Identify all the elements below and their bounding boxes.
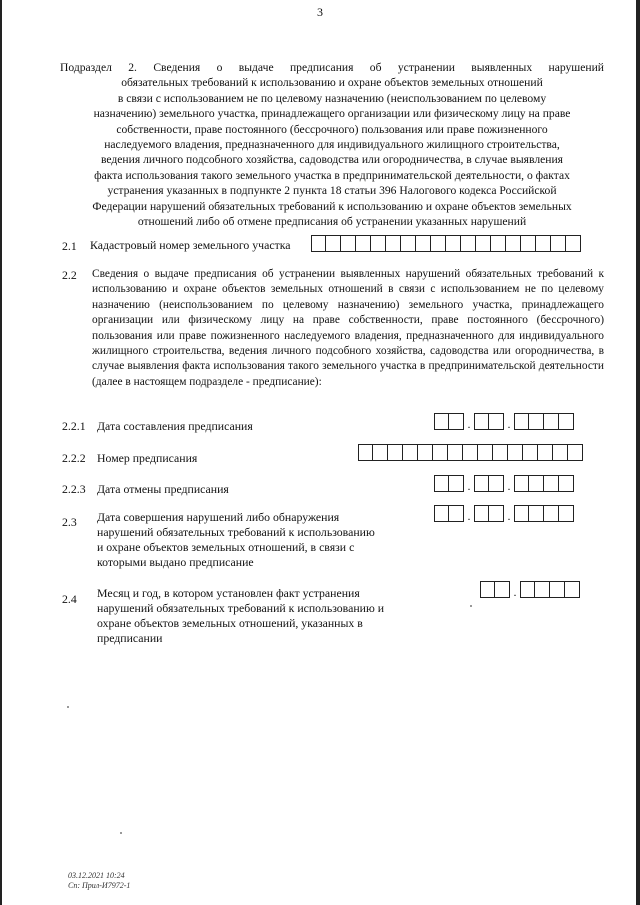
- cadastral-cell[interactable]: [431, 235, 446, 252]
- violation-date-label-line: нарушений обязательных требований к использованию: [97, 525, 375, 539]
- issue-date-year[interactable]: [514, 413, 574, 430]
- cadastral-cell[interactable]: [476, 235, 491, 252]
- cadastral-cell[interactable]: [566, 235, 581, 252]
- elimination-month-label-line: Месяц и год, в котором установлен факт устранения: [97, 586, 360, 600]
- number-cell[interactable]: [523, 444, 538, 461]
- cancel-date-month[interactable]: [474, 475, 504, 492]
- number-cell[interactable]: [568, 444, 583, 461]
- violation-date-month[interactable]: [474, 505, 504, 522]
- cadastral-cell[interactable]: [461, 235, 476, 252]
- prescription-description: Сведения о выдаче предписания об устранении выявленных нарушений обязательных требований к использованию и охране объектов земельных отношений в связи с использованием не по целевому назначению (неиспользованием по целевому назначению) земельного участка, принадлежащего организации или физическому лицу на праве собственности, праве постоянного (бессрочного) пользования или праве пожизненного наследуемого владения, предназначенного для индивидуального жилищного строительства, ведения личного подсобного хозяйства, садоводства или огородничества, в случае выявления факта использования такого земельного участка в предпринимательской деятельности (далее в настоящем подразделе - предписание):: [92, 268, 604, 388]
- date-separator: .: [507, 509, 511, 523]
- subsection-heading: [60, 60, 604, 229]
- cadastral-cell[interactable]: [386, 235, 401, 252]
- scan-border-right: [636, 0, 640, 905]
- number-cell[interactable]: [403, 444, 418, 461]
- date-separator: .: [507, 417, 511, 431]
- elimination-year[interactable]: [520, 581, 580, 598]
- cadastral-cell[interactable]: [491, 235, 506, 252]
- issue-date-label: Дата составления предписания: [97, 419, 253, 433]
- cadastral-cell[interactable]: [551, 235, 566, 252]
- item-number-2-2-2: 2.2.2: [62, 451, 86, 465]
- cadastral-cell[interactable]: [506, 235, 521, 252]
- cadastral-cell[interactable]: [341, 235, 356, 252]
- number-cell[interactable]: [358, 444, 373, 461]
- heading-line-5: наследуемого владения, предназначенного для индивидуального жилищного строительства,: [104, 138, 560, 152]
- cadastral-cell[interactable]: [536, 235, 551, 252]
- heading-line-0: Подраздел 2. Сведения о выдаче предписания об устранении выявленных нарушений: [60, 61, 604, 74]
- date-separator: .: [467, 509, 471, 523]
- cadastral-cell[interactable]: [356, 235, 371, 252]
- prescription-number-field[interactable]: [358, 444, 583, 461]
- violation-date-label-line: и охране объектов земельных отношений, в связи с: [97, 540, 355, 554]
- issue-date-field[interactable]: [434, 413, 574, 430]
- elimination-month-label-line: нарушений обязательных требований к использованию и: [97, 601, 385, 615]
- cancel-date-day[interactable]: [434, 475, 464, 492]
- prescription-number-label: Номер предписания: [97, 451, 198, 465]
- violation-date-year[interactable]: [514, 505, 574, 522]
- heading-line-2: в связи с использованием не по целевому назначению (неиспользованием по целевому: [117, 91, 547, 105]
- cadastral-number-label: Кадастровый номер земельного участка: [90, 238, 291, 252]
- number-cell[interactable]: [493, 444, 508, 461]
- footer-date: 03.12.2021 10:24: [68, 871, 125, 880]
- cadastral-cell[interactable]: [371, 235, 386, 252]
- scan-speck: [470, 605, 472, 607]
- item-number-2-1: 2.1: [62, 239, 77, 253]
- number-cell[interactable]: [553, 444, 568, 461]
- scan-speck: [120, 832, 122, 834]
- cadastral-cell[interactable]: [521, 235, 536, 252]
- heading-line-4: собственности, праве постоянного (бессрочного) пользования или праве пожизненного: [116, 122, 548, 136]
- item-number-2-2-3: 2.2.3: [62, 482, 86, 496]
- cancel-date-field[interactable]: [434, 475, 574, 492]
- elimination-month-label-line: предписании: [97, 631, 163, 645]
- heading-line-7: факта использования такого земельного участка в предпринимательской деятельности, о фактах: [94, 168, 570, 182]
- footer-doc-ref: Сп: Прил-И7972-1: [68, 881, 131, 890]
- number-cell[interactable]: [373, 444, 388, 461]
- heading-line-9: Федерации нарушений обязательных требований к использованию и охране объектов земельных: [92, 199, 572, 213]
- elimination-month[interactable]: [480, 581, 510, 598]
- elimination-month-year-field[interactable]: [480, 581, 580, 598]
- violation-date-label-line: Дата совершения нарушений либо обнаружения: [97, 510, 340, 524]
- scan-border-left: [0, 0, 2, 905]
- cancel-date-year[interactable]: [514, 475, 574, 492]
- item-number-2-4: 2.4: [62, 592, 77, 606]
- item-number-2-3: 2.3: [62, 515, 77, 529]
- number-cell[interactable]: [478, 444, 493, 461]
- number-cell[interactable]: [448, 444, 463, 461]
- cadastral-cell[interactable]: [446, 235, 461, 252]
- number-cell[interactable]: [388, 444, 403, 461]
- cadastral-number-field[interactable]: [311, 235, 581, 252]
- violation-date-day[interactable]: [434, 505, 464, 522]
- date-separator: .: [467, 417, 471, 431]
- cancel-date-label: Дата отмены предписания: [97, 482, 229, 496]
- date-separator: .: [513, 585, 517, 599]
- issue-date-month[interactable]: [474, 413, 504, 430]
- elimination-month-label-line: охране объектов земельных отношений, указанных в: [97, 616, 363, 630]
- item-number-2-2: 2.2: [62, 268, 77, 282]
- cadastral-cell[interactable]: [416, 235, 431, 252]
- number-cell[interactable]: [418, 444, 433, 461]
- violation-date-label-line: которыми выдано предписание: [97, 555, 254, 569]
- heading-line-3: назначению) земельного участка, принадлежащего организации или физическому лицу на праве: [93, 107, 571, 121]
- heading-line-6: ведения личного подсобного хозяйства, садоводства или огородничества, в случае выявления: [100, 153, 564, 167]
- heading-line-10: отношений либо об отмене предписания об устранении указанных нарушений: [137, 215, 527, 229]
- cadastral-cell[interactable]: [401, 235, 416, 252]
- page-number: 3: [317, 5, 323, 19]
- number-cell[interactable]: [508, 444, 523, 461]
- number-cell[interactable]: [538, 444, 553, 461]
- issue-date-day[interactable]: [434, 413, 464, 430]
- heading-line-1: обязательных требований к использованию и охране объектов земельных отношений: [121, 76, 543, 90]
- item-number-2-2-1: 2.2.1: [62, 419, 86, 433]
- cadastral-cell[interactable]: [326, 235, 341, 252]
- number-cell[interactable]: [433, 444, 448, 461]
- number-cell[interactable]: [463, 444, 478, 461]
- elimination-month-label: [97, 586, 417, 646]
- violation-date-label: [97, 510, 417, 570]
- date-separator: .: [467, 479, 471, 493]
- cadastral-cell[interactable]: [311, 235, 326, 252]
- date-separator: .: [507, 479, 511, 493]
- heading-line-8: устранения указанных в подпункте 2 пункта 18 статьи 396 Налогового кодекса Российской: [107, 184, 557, 198]
- scan-speck: [67, 706, 69, 708]
- violation-date-field[interactable]: [434, 505, 574, 522]
